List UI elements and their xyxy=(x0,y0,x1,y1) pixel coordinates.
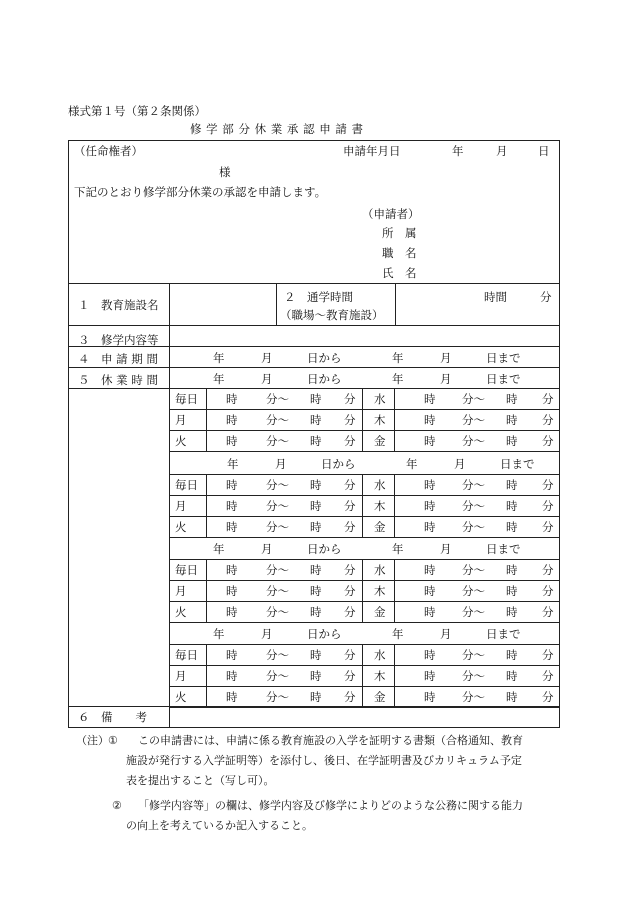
block-1-row-3-right-hour-to: 時 xyxy=(506,434,518,448)
block-2-period-from: 日から xyxy=(321,457,356,471)
block-2-row-2-left-min-to: 分 xyxy=(344,499,356,513)
row-divider xyxy=(169,537,560,538)
block-2-row-3-day-right: 金 xyxy=(374,520,386,534)
row-divider xyxy=(68,388,560,389)
row-divider xyxy=(169,580,560,581)
block-4-row-1-day-right: 水 xyxy=(374,648,386,662)
block-3-row-3-left-hour-to: 時 xyxy=(310,605,322,619)
application-period-from: 日から xyxy=(307,351,342,365)
block-4-row-2-right-min-to: 分 xyxy=(542,669,554,683)
note-1-mark: ① xyxy=(108,734,118,747)
name-label: 氏 名 xyxy=(382,266,417,280)
block-4-row-2-left-min-to: 分 xyxy=(344,669,356,683)
leave-time-period-year: 年 xyxy=(213,372,225,386)
note-2-mark: ② xyxy=(112,799,122,812)
date-day-label: 日 xyxy=(538,144,550,158)
block-2-row-2-right-hour-to: 時 xyxy=(506,499,518,513)
notes-prefix: （注） xyxy=(76,734,109,747)
block-3-row-2-left-min-from: 分～ xyxy=(266,584,289,598)
block-1-row-2-left-hour-to: 時 xyxy=(310,413,322,427)
block-4-period-year: 年 xyxy=(392,627,404,641)
block-1-row-2-right-hour: 時 xyxy=(424,413,436,427)
application-period-month: 月 xyxy=(261,351,273,365)
block-2-row-2-left-hour: 時 xyxy=(226,499,238,513)
appointer-label: （任命権者） xyxy=(74,144,143,158)
honorific-label: 様 xyxy=(219,165,231,179)
block-1-row-1-left-hour: 時 xyxy=(226,392,238,406)
block-4-row-2-left-min-from: 分～ xyxy=(266,669,289,683)
block-3-row-1-left-min-from: 分～ xyxy=(266,563,289,577)
block-4-row-3-left-hour: 時 xyxy=(226,690,238,704)
study-content-label: ３ 修学内容等 xyxy=(78,333,159,347)
date-month-label: 月 xyxy=(496,144,508,158)
block-2-row-1-right-hour-to: 時 xyxy=(506,478,518,492)
block-1-row-3-left-hour-to: 時 xyxy=(310,434,322,448)
leave-time-period-month: 月 xyxy=(261,372,273,386)
note-1-line-3: 表を提出すること（写し可）。 xyxy=(126,774,275,787)
block-4-row-2-right-hour: 時 xyxy=(424,669,436,683)
block-4-row-1-left-min-from: 分～ xyxy=(266,648,289,662)
block-3-row-2-day-left: 月 xyxy=(175,584,187,598)
block-3-row-1-day-right: 水 xyxy=(374,563,386,577)
block-2-row-1-left-min-to: 分 xyxy=(344,478,356,492)
label-column-divider xyxy=(169,388,170,706)
day-column-divider xyxy=(206,474,207,537)
commute-hours-label: 時間 xyxy=(484,290,507,304)
block-2-row-2-left-hour-to: 時 xyxy=(310,499,322,513)
block-4-row-2-day-left: 月 xyxy=(175,669,187,683)
block-4-row-1-right-min-from: 分～ xyxy=(462,648,485,662)
block-4-row-3-day-left: 火 xyxy=(175,690,187,704)
block-3-row-1-right-min-from: 分～ xyxy=(462,563,485,577)
block-1-row-1-day-right: 水 xyxy=(374,392,386,406)
row-divider xyxy=(169,665,560,666)
block-4-period-month: 月 xyxy=(261,627,273,641)
block-3-row-2-right-min-from: 分～ xyxy=(462,584,485,598)
day-column-divider xyxy=(206,644,207,707)
day-column-divider xyxy=(206,388,207,451)
block-4-period-year: 年 xyxy=(213,627,225,641)
day-column-divider xyxy=(394,474,395,537)
form-header: 様式第１号（第２条関係） xyxy=(68,104,206,118)
leave-time-label: ５ 休 業 時 間 xyxy=(78,373,158,387)
block-3-row-1-right-min-to: 分 xyxy=(542,563,554,577)
application-period-year: 年 xyxy=(213,351,225,365)
block-3-row-1-left-min-to: 分 xyxy=(344,563,356,577)
block-2-row-3-right-hour: 時 xyxy=(424,520,436,534)
block-1-row-3-day-left: 火 xyxy=(175,434,187,448)
block-1-row-2-left-hour: 時 xyxy=(226,413,238,427)
block-4-row-2-day-right: 木 xyxy=(374,669,386,683)
middle-divider xyxy=(362,644,363,707)
block-4-row-3-right-hour: 時 xyxy=(424,690,436,704)
leave-time-period-until: 日まで xyxy=(486,372,521,386)
block-4-row-2-left-hour-to: 時 xyxy=(310,669,322,683)
block-3-row-1-day-left: 毎日 xyxy=(175,563,198,577)
label-column-divider xyxy=(169,706,170,728)
block-1-row-3-right-min-from: 分～ xyxy=(462,434,485,448)
block-4-row-3-right-min-to: 分 xyxy=(542,690,554,704)
remarks-label: ６ 備 考 xyxy=(78,710,147,724)
block-2-row-1-day-left: 毎日 xyxy=(175,478,198,492)
application-period-label: ４ 申 請 期 間 xyxy=(78,352,158,366)
block-2-row-3-right-hour-to: 時 xyxy=(506,520,518,534)
block-3-row-3-right-min-from: 分～ xyxy=(462,605,485,619)
block-3-row-3-left-min-from: 分～ xyxy=(266,605,289,619)
day-column-divider xyxy=(394,559,395,622)
block-4-row-3-day-right: 金 xyxy=(374,690,386,704)
block-2-period-year: 年 xyxy=(227,457,239,471)
row-divider xyxy=(169,622,560,623)
row-divider xyxy=(68,325,560,326)
block-2-row-1-left-min-from: 分～ xyxy=(266,478,289,492)
row-divider xyxy=(169,516,560,517)
block-4-row-2-right-min-from: 分～ xyxy=(462,669,485,683)
block-2-row-3-left-min-from: 分～ xyxy=(266,520,289,534)
block-1-row-2-right-min-to: 分 xyxy=(542,413,554,427)
block-3-row-3-right-hour-to: 時 xyxy=(506,605,518,619)
middle-divider xyxy=(362,474,363,537)
block-3-period-until: 日まで xyxy=(486,542,521,556)
block-1-row-1-right-hour: 時 xyxy=(424,392,436,406)
block-4-row-1-left-min-to: 分 xyxy=(344,648,356,662)
block-2-row-2-day-left: 月 xyxy=(175,499,187,513)
row-divider xyxy=(169,559,560,560)
block-4-row-3-left-min-to: 分 xyxy=(344,690,356,704)
block-1-row-2-left-min-from: 分～ xyxy=(266,413,289,427)
commute-divider xyxy=(395,283,396,325)
block-1-row-1-left-min-to: 分 xyxy=(344,392,356,406)
block-4-row-1-day-left: 毎日 xyxy=(175,648,198,662)
block-3-row-3-day-left: 火 xyxy=(175,605,187,619)
block-1-row-3-right-hour: 時 xyxy=(424,434,436,448)
block-3-row-3-day-right: 金 xyxy=(374,605,386,619)
note-2-line-2: の向上を考えているか記入すること。 xyxy=(126,819,313,832)
row-divider xyxy=(68,706,560,707)
block-2-row-1-left-hour: 時 xyxy=(226,478,238,492)
block-4-row-2-left-hour: 時 xyxy=(226,669,238,683)
commute-divider xyxy=(276,283,277,325)
block-2-row-1-left-hour-to: 時 xyxy=(310,478,322,492)
block-3-row-2-left-hour-to: 時 xyxy=(310,584,322,598)
row-divider xyxy=(169,409,560,410)
application-date-label: 申請年月日 xyxy=(343,144,401,158)
block-1-row-1-day-left: 毎日 xyxy=(175,392,198,406)
block-2-row-2-right-min-to: 分 xyxy=(542,499,554,513)
row-divider xyxy=(169,644,560,645)
block-2-row-3-day-left: 火 xyxy=(175,520,187,534)
block-1-row-2-day-left: 月 xyxy=(175,413,187,427)
block-3-period-year: 年 xyxy=(392,542,404,556)
block-2-row-2-day-right: 木 xyxy=(374,499,386,513)
block-1-row-1-left-hour-to: 時 xyxy=(310,392,322,406)
block-3-row-1-right-hour-to: 時 xyxy=(506,563,518,577)
row-divider xyxy=(169,686,560,687)
block-4-period-month: 月 xyxy=(440,627,452,641)
row-divider xyxy=(68,367,560,368)
block-1-row-3-left-hour: 時 xyxy=(226,434,238,448)
request-text: 下記のとおり修学部分休業の承認を申請します。 xyxy=(74,185,327,199)
block-3-row-2-right-hour-to: 時 xyxy=(506,584,518,598)
block-1-row-2-right-min-from: 分～ xyxy=(462,413,485,427)
position-label: 職 名 xyxy=(382,246,417,260)
block-2-row-1-day-right: 水 xyxy=(374,478,386,492)
block-1-row-2-day-right: 木 xyxy=(374,413,386,427)
block-3-row-2-right-hour: 時 xyxy=(424,584,436,598)
block-4-row-1-left-hour-to: 時 xyxy=(310,648,322,662)
block-3-period-year: 年 xyxy=(213,542,225,556)
note-1-line-2: 施設が発行する入学証明等）を添付し、後日、在学証明書及びカリキュラム予定 xyxy=(126,754,522,767)
block-2-period-until: 日まで xyxy=(500,457,535,471)
day-column-divider xyxy=(394,644,395,707)
commute-minutes-label: 分 xyxy=(540,290,552,304)
applicant-label: （申請者） xyxy=(362,207,420,221)
block-2-row-3-left-hour-to: 時 xyxy=(310,520,322,534)
middle-divider xyxy=(362,388,363,451)
block-4-period-until: 日まで xyxy=(486,627,521,641)
application-period-until: 日まで xyxy=(486,351,521,365)
block-4-row-1-left-hour: 時 xyxy=(226,648,238,662)
block-2-period-month: 月 xyxy=(275,457,287,471)
date-year-label: 年 xyxy=(452,144,464,158)
block-3-row-3-right-min-to: 分 xyxy=(542,605,554,619)
row-divider xyxy=(169,474,560,475)
block-3-row-2-left-min-to: 分 xyxy=(344,584,356,598)
block-3-row-3-right-hour: 時 xyxy=(424,605,436,619)
leave-time-period-year: 年 xyxy=(392,372,404,386)
block-4-row-2-right-hour-to: 時 xyxy=(506,669,518,683)
block-3-row-3-left-min-to: 分 xyxy=(344,605,356,619)
day-column-divider xyxy=(206,559,207,622)
block-2-row-2-right-min-from: 分～ xyxy=(462,499,485,513)
block-1-row-1-right-min-from: 分～ xyxy=(462,392,485,406)
block-4-row-1-right-hour: 時 xyxy=(424,648,436,662)
row-divider xyxy=(169,430,560,431)
form-title: 修 学 部 分 休 業 承 認 申 請 書 xyxy=(190,122,364,136)
block-1-row-1-left-min-from: 分～ xyxy=(266,392,289,406)
block-3-period-month: 月 xyxy=(261,542,273,556)
block-1-row-3-right-min-to: 分 xyxy=(542,434,554,448)
block-4-period-from: 日から xyxy=(307,627,342,641)
commute-sub-label: （職場～教育施設） xyxy=(280,308,384,322)
day-column-divider xyxy=(394,388,395,451)
leave-time-period-from: 日から xyxy=(307,372,342,386)
middle-divider xyxy=(362,559,363,622)
block-1-row-3-left-min-from: 分～ xyxy=(266,434,289,448)
block-2-row-2-left-min-from: 分～ xyxy=(266,499,289,513)
block-3-row-2-right-min-to: 分 xyxy=(542,584,554,598)
facility-label: １ 教育施設名 xyxy=(78,298,159,312)
note-2-line-1: 「修学内容等」の欄は、修学内容及び修学によりどのような公務に関する能力 xyxy=(138,799,523,812)
commute-label: ２ 通学時間 xyxy=(284,290,353,304)
row-divider xyxy=(169,601,560,602)
block-3-period-from: 日から xyxy=(307,542,342,556)
block-4-row-1-right-hour-to: 時 xyxy=(506,648,518,662)
block-2-row-3-left-hour: 時 xyxy=(226,520,238,534)
block-2-period-month: 月 xyxy=(454,457,466,471)
note-1-line-1: この申請書には、申請に係る教育施設の入学を証明する書類（合格通知、教育 xyxy=(138,734,523,747)
block-1-row-2-left-min-to: 分 xyxy=(344,413,356,427)
row-divider xyxy=(169,451,560,452)
block-3-row-3-left-hour: 時 xyxy=(226,605,238,619)
affiliation-label: 所 属 xyxy=(382,226,417,240)
block-3-row-1-left-hour: 時 xyxy=(226,563,238,577)
block-2-period-year: 年 xyxy=(406,457,418,471)
application-period-year: 年 xyxy=(392,351,404,365)
block-3-row-1-left-hour-to: 時 xyxy=(310,563,322,577)
block-1-row-2-right-hour-to: 時 xyxy=(506,413,518,427)
block-2-row-3-left-min-to: 分 xyxy=(344,520,356,534)
block-2-row-1-right-hour: 時 xyxy=(424,478,436,492)
block-2-row-1-right-min-from: 分～ xyxy=(462,478,485,492)
block-2-row-3-right-min-from: 分～ xyxy=(462,520,485,534)
leave-time-period-month: 月 xyxy=(440,372,452,386)
block-3-row-1-right-hour: 時 xyxy=(424,563,436,577)
row-divider xyxy=(169,707,560,708)
block-1-row-1-right-hour-to: 時 xyxy=(506,392,518,406)
label-column-divider xyxy=(169,283,170,388)
row-divider xyxy=(169,495,560,496)
block-2-row-3-right-min-to: 分 xyxy=(542,520,554,534)
block-2-row-2-right-hour: 時 xyxy=(424,499,436,513)
block-4-row-3-right-hour-to: 時 xyxy=(506,690,518,704)
block-3-period-month: 月 xyxy=(440,542,452,556)
block-4-row-3-left-min-from: 分～ xyxy=(266,690,289,704)
row-divider xyxy=(68,283,560,284)
block-1-row-3-left-min-to: 分 xyxy=(344,434,356,448)
block-2-row-1-right-min-to: 分 xyxy=(542,478,554,492)
block-3-row-2-left-hour: 時 xyxy=(226,584,238,598)
block-1-row-1-right-min-to: 分 xyxy=(542,392,554,406)
application-period-month: 月 xyxy=(440,351,452,365)
block-3-row-2-day-right: 木 xyxy=(374,584,386,598)
block-4-row-3-right-min-from: 分～ xyxy=(462,690,485,704)
block-4-row-3-left-hour-to: 時 xyxy=(310,690,322,704)
block-4-row-1-right-min-to: 分 xyxy=(542,648,554,662)
block-1-row-3-day-right: 金 xyxy=(374,434,386,448)
